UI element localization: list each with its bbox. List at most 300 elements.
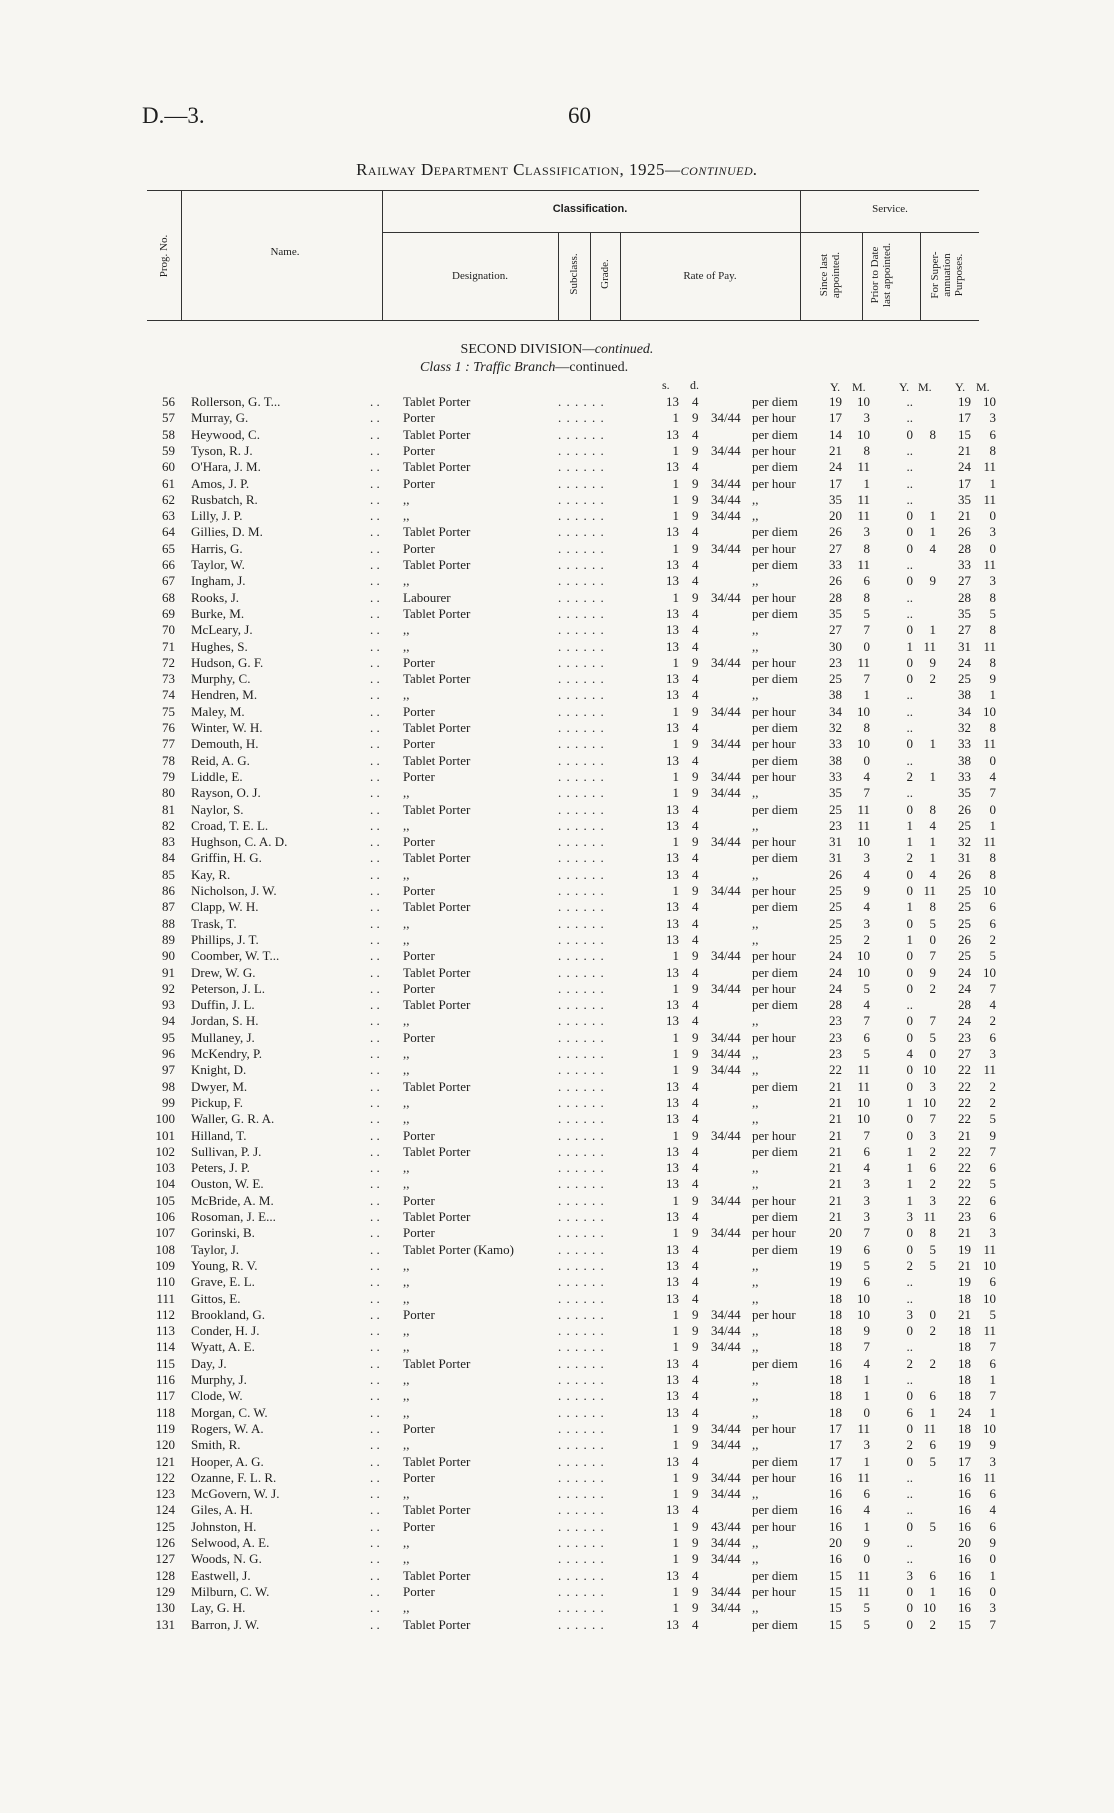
since-months: 3 xyxy=(863,410,870,426)
leader-dots: . . . . . . xyxy=(558,931,605,947)
leader-dots: . . xyxy=(370,638,380,654)
employee-name: Giles, A. H. xyxy=(191,1502,253,1518)
designation: ,, xyxy=(403,638,410,654)
leader-dots: . . xyxy=(370,1551,380,1567)
pay-pence: 4 xyxy=(692,1257,699,1273)
table-row xyxy=(0,655,1114,671)
pay-shillings: 13 xyxy=(666,524,679,540)
since-months: 7 xyxy=(863,671,870,687)
since-years: 35 xyxy=(829,605,842,621)
leader-dots: . . xyxy=(370,1567,380,1583)
designation: Tablet Porter xyxy=(403,1453,471,1469)
leader-dots: . . xyxy=(370,687,380,703)
pay-period: ,, xyxy=(752,508,759,524)
since-years: 38 xyxy=(829,687,842,703)
designation: Porter xyxy=(403,1420,435,1436)
employee-name: Conder, H. J. xyxy=(191,1323,260,1339)
designation: Porter xyxy=(403,1225,435,1241)
since-years: 14 xyxy=(829,426,842,442)
designation: ,, xyxy=(403,1339,410,1355)
pay-period: per hour xyxy=(752,768,796,784)
pay-pence: 9 xyxy=(692,1469,699,1485)
leader-dots: . . . . . . xyxy=(558,1257,605,1273)
pay-pence: 9 xyxy=(692,1192,699,1208)
prior-months: 4 xyxy=(929,817,936,833)
leader-dots: . . . . . . xyxy=(558,1518,605,1534)
table-row xyxy=(0,1551,1114,1567)
prior-years: .. xyxy=(906,785,913,801)
pay-pence: 4 xyxy=(692,1094,699,1110)
table-row xyxy=(0,850,1114,866)
pay-shillings: 13 xyxy=(666,1143,679,1159)
prog-number: 58 xyxy=(162,426,175,442)
since-months: 1 xyxy=(863,1388,870,1404)
pay-pence: 9 xyxy=(692,654,699,670)
leader-dots: . . xyxy=(370,1209,380,1224)
prior-months: 2 xyxy=(929,1616,936,1632)
pay-shillings: 13 xyxy=(666,638,679,654)
pay-pence: 9 xyxy=(692,1420,699,1436)
prior-months: 2 xyxy=(929,671,936,687)
prior-months: 1 xyxy=(929,622,936,638)
pay-period: per hour xyxy=(752,1583,796,1599)
employee-name: Gittos, E. xyxy=(191,1290,241,1306)
prior-years: .. xyxy=(906,589,913,605)
super-years: 19 xyxy=(958,1437,971,1453)
super-months: 3 xyxy=(989,573,996,589)
pay-period: per hour xyxy=(752,1469,796,1485)
since-years: 34 xyxy=(829,703,842,719)
super-months: 6 xyxy=(989,1355,996,1371)
pay-shillings: 13 xyxy=(666,850,679,866)
since-months: 1 xyxy=(863,1453,870,1469)
pay-period: ,, xyxy=(752,1062,759,1078)
super-months: 6 xyxy=(989,1160,996,1176)
prior-years: 0 xyxy=(906,980,913,996)
leader-dots: . . . . . . xyxy=(558,720,605,735)
leader-dots: . . . . . . xyxy=(558,1143,605,1159)
table-row xyxy=(0,1242,1114,1258)
prior-years: 0 xyxy=(906,1583,913,1599)
employee-name: Sullivan, P. J. xyxy=(191,1143,262,1159)
leader-dots: . . xyxy=(370,834,380,850)
leader-dots: . . xyxy=(370,1518,380,1534)
since-months: 11 xyxy=(857,1062,870,1078)
prior-years: .. xyxy=(906,1290,913,1306)
prog-number: 82 xyxy=(162,817,175,833)
prog-number: 68 xyxy=(162,589,175,605)
since-years: 21 xyxy=(829,1127,842,1143)
leader-dots: . . xyxy=(370,736,380,752)
pay-pence: 4 xyxy=(692,573,699,589)
leader-dots: . . xyxy=(370,931,380,947)
employee-name: Hughes, S. xyxy=(191,638,248,654)
pay-pence: 9 xyxy=(692,1583,699,1599)
since-months: 3 xyxy=(863,1437,870,1453)
super-years: 16 xyxy=(958,1502,971,1518)
since-years: 24 xyxy=(829,948,842,964)
prog-number: 78 xyxy=(162,752,175,768)
table-row xyxy=(0,1356,1114,1372)
prior-years: 0 xyxy=(906,1600,913,1616)
pay-fraction: 34/44 xyxy=(711,736,741,752)
super-years: 32 xyxy=(958,834,971,850)
since-months: 4 xyxy=(863,866,870,882)
prog-number: 75 xyxy=(162,703,175,719)
since-months: 4 xyxy=(863,768,870,784)
prog-number: 119 xyxy=(155,1420,175,1436)
super-months: 9 xyxy=(989,671,996,687)
since-months: 7 xyxy=(863,785,870,801)
pay-shillings: 1 xyxy=(672,980,679,996)
pay-pence: 9 xyxy=(692,589,699,605)
designation: Porter xyxy=(403,703,435,719)
pay-pence: 4 xyxy=(692,1274,699,1290)
prior-years: .. xyxy=(906,410,913,426)
rule-after-since xyxy=(862,232,863,320)
pay-fraction: 34/44 xyxy=(711,491,741,507)
leader-dots: . . xyxy=(370,671,380,687)
header-designation: Designation. xyxy=(452,270,508,282)
table-row xyxy=(0,1307,1114,1323)
leader-dots: . . xyxy=(370,654,380,670)
super-months: 0 xyxy=(989,1583,996,1599)
pay-shillings: 13 xyxy=(666,426,679,442)
pay-shillings: 1 xyxy=(672,1486,679,1502)
super-months: 10 xyxy=(983,964,996,980)
table-row xyxy=(0,704,1114,720)
pay-fraction: 34/44 xyxy=(711,1583,741,1599)
employee-name: Wyatt, A. E. xyxy=(191,1339,255,1355)
pay-shillings: 13 xyxy=(666,1013,679,1029)
prog-number: 128 xyxy=(155,1567,175,1583)
prog-number: 56 xyxy=(162,394,175,409)
prog-number: 105 xyxy=(155,1192,175,1208)
designation: ,, xyxy=(403,1013,410,1029)
super-months: 10 xyxy=(983,394,996,409)
pay-pence: 4 xyxy=(692,1078,699,1094)
pay-pence: 9 xyxy=(692,1029,699,1045)
rule-after-subclass xyxy=(590,232,591,320)
employee-name: Young, R. V. xyxy=(191,1257,258,1273)
prog-number: 72 xyxy=(162,654,175,670)
leader-dots: . . . . . . xyxy=(558,1290,605,1306)
pay-pence: 4 xyxy=(692,1388,699,1404)
since-months: 11 xyxy=(857,817,870,833)
since-months: 11 xyxy=(857,459,870,475)
designation: Tablet Porter xyxy=(403,394,471,409)
prior-years: 0 xyxy=(906,1388,913,1404)
pay-period: ,, xyxy=(752,1535,759,1550)
pay-pence: 4 xyxy=(692,720,699,735)
super-years: 33 xyxy=(958,736,971,752)
leader-dots: . . xyxy=(370,964,380,980)
prior-years: 0 xyxy=(906,1518,913,1534)
since-months: 11 xyxy=(857,1583,870,1599)
table-row xyxy=(0,965,1114,981)
prog-number: 125 xyxy=(155,1518,175,1534)
table-row xyxy=(0,883,1114,899)
employee-name: Duffin, J. L. xyxy=(191,997,255,1013)
prior-years: 0 xyxy=(906,573,913,589)
pay-shillings: 1 xyxy=(672,1551,679,1567)
leader-dots: . . xyxy=(370,1160,380,1176)
prog-number: 103 xyxy=(155,1160,175,1176)
since-months: 6 xyxy=(863,1029,870,1045)
super-years: 22 xyxy=(958,1192,971,1208)
pay-shillings: 1 xyxy=(672,1600,679,1616)
prior-years: 0 xyxy=(906,1616,913,1632)
designation: ,, xyxy=(403,1437,410,1453)
since-months: 11 xyxy=(857,1078,870,1094)
designation: ,, xyxy=(403,1111,410,1127)
since-months: 0 xyxy=(863,1404,870,1420)
employee-name: Ozanne, F. L. R. xyxy=(191,1469,277,1485)
leader-dots: . . . . . . xyxy=(558,899,605,915)
leader-dots: . . . . . . xyxy=(558,1192,605,1208)
super-months: 3 xyxy=(989,1600,996,1616)
prior-months: 1 xyxy=(929,508,936,524)
leader-dots: . . xyxy=(370,883,380,898)
since-years: 17 xyxy=(829,1420,842,1436)
leader-dots: . . xyxy=(370,1583,380,1599)
table-row xyxy=(0,1095,1114,1111)
super-months: 7 xyxy=(989,1339,996,1355)
designation: Tablet Porter xyxy=(403,1355,471,1371)
pay-period: per hour xyxy=(752,980,796,996)
leader-dots: . . . . . . xyxy=(558,1600,605,1616)
table-row xyxy=(0,1030,1114,1046)
pay-period: per diem xyxy=(752,997,798,1013)
leader-dots: . . . . . . xyxy=(558,1339,605,1355)
leader-dots: . . xyxy=(370,508,380,524)
pay-shillings: 1 xyxy=(672,508,679,524)
since-years: 33 xyxy=(829,768,842,784)
table-row xyxy=(0,1568,1114,1584)
pay-fraction: 34/44 xyxy=(711,1127,741,1143)
employee-name: Rusbatch, R. xyxy=(191,491,258,507)
pay-pence: 9 xyxy=(692,491,699,507)
pay-period: per diem xyxy=(752,394,798,409)
super-years: 16 xyxy=(958,1518,971,1534)
pay-pence: 4 xyxy=(692,997,699,1013)
designation: Tablet Porter xyxy=(403,752,471,768)
pay-fraction: 34/44 xyxy=(711,1469,741,1485)
super-months: 7 xyxy=(989,1143,996,1159)
pay-period: per diem xyxy=(752,1078,798,1094)
pay-fraction: 34/44 xyxy=(711,703,741,719)
employee-name: Lilly, J. P. xyxy=(191,508,243,524)
leader-dots: . . xyxy=(370,426,380,442)
pay-shillings: 13 xyxy=(666,1290,679,1306)
table-row xyxy=(0,981,1114,997)
unit-since-years: Y. xyxy=(830,380,841,394)
pay-period: ,, xyxy=(752,1339,759,1355)
leader-dots: . . . . . . xyxy=(558,1535,605,1550)
pay-shillings: 13 xyxy=(666,1176,679,1192)
prior-years: 1 xyxy=(906,931,913,947)
since-months: 11 xyxy=(857,1469,870,1485)
pay-pence: 9 xyxy=(692,1518,699,1534)
pay-shillings: 13 xyxy=(666,459,679,475)
super-years: 28 xyxy=(958,997,971,1013)
since-months: 8 xyxy=(863,540,870,556)
pay-pence: 4 xyxy=(692,915,699,931)
since-years: 18 xyxy=(829,1388,842,1404)
pay-pence: 4 xyxy=(692,1209,699,1224)
leader-dots: . . . . . . xyxy=(558,948,605,964)
designation: Tablet Porter xyxy=(403,997,471,1013)
prog-number: 67 xyxy=(162,573,175,589)
prior-months: 11 xyxy=(923,1209,936,1224)
pay-pence: 4 xyxy=(692,1567,699,1583)
since-years: 18 xyxy=(829,1404,842,1420)
prior-years: .. xyxy=(906,394,913,409)
since-months: 6 xyxy=(863,1486,870,1502)
super-years: 26 xyxy=(958,931,971,947)
super-years: 26 xyxy=(958,801,971,817)
designation: Tablet Porter xyxy=(403,899,471,915)
prior-months: 9 xyxy=(929,964,936,980)
employee-name: Rooks, J. xyxy=(191,589,240,605)
pay-period: ,, xyxy=(752,1600,759,1616)
table-row xyxy=(0,443,1114,459)
since-months: 10 xyxy=(857,1290,870,1306)
leader-dots: . . xyxy=(370,817,380,833)
since-years: 23 xyxy=(829,1013,842,1029)
super-years: 21 xyxy=(958,508,971,524)
super-years: 22 xyxy=(958,1094,971,1110)
since-years: 21 xyxy=(829,1078,842,1094)
prog-number: 70 xyxy=(162,622,175,638)
designation: ,, xyxy=(403,508,410,524)
prior-months: 5 xyxy=(929,915,936,931)
since-months: 4 xyxy=(863,1355,870,1371)
pay-shillings: 1 xyxy=(672,1469,679,1485)
super-months: 10 xyxy=(983,703,996,719)
super-years: 16 xyxy=(958,1600,971,1616)
pay-shillings: 1 xyxy=(672,785,679,801)
since-months: 5 xyxy=(863,980,870,996)
prior-years: 0 xyxy=(906,1029,913,1045)
since-months: 5 xyxy=(863,1046,870,1061)
leader-dots: . . . . . . xyxy=(558,768,605,784)
super-months: 11 xyxy=(983,1062,996,1078)
pay-pence: 4 xyxy=(692,1111,699,1127)
employee-name: Burke, M. xyxy=(191,605,245,621)
since-years: 33 xyxy=(829,736,842,752)
since-months: 3 xyxy=(863,1192,870,1208)
table-row xyxy=(0,867,1114,883)
since-years: 16 xyxy=(829,1518,842,1534)
leader-dots: . . . . . . xyxy=(558,1388,605,1404)
super-months: 0 xyxy=(989,1551,996,1567)
pay-shillings: 1 xyxy=(672,1339,679,1355)
pay-shillings: 13 xyxy=(666,605,679,621)
pay-pence: 9 xyxy=(692,1323,699,1339)
pay-fraction: 34/44 xyxy=(711,883,741,898)
pay-pence: 9 xyxy=(692,1486,699,1502)
since-years: 25 xyxy=(829,915,842,931)
since-months: 7 xyxy=(863,1127,870,1143)
prior-years: .. xyxy=(906,1469,913,1485)
since-years: 25 xyxy=(829,883,842,898)
pay-period: per diem xyxy=(752,720,798,735)
leader-dots: . . . . . . xyxy=(558,817,605,833)
leader-dots: . . xyxy=(370,394,380,409)
leader-dots: . . xyxy=(370,1241,380,1257)
super-months: 6 xyxy=(989,1486,996,1502)
prog-number: 74 xyxy=(162,687,175,703)
prior-years: .. xyxy=(906,459,913,475)
leader-dots: . . xyxy=(370,948,380,964)
super-years: 25 xyxy=(958,948,971,964)
since-years: 23 xyxy=(829,1046,842,1061)
table-row xyxy=(0,1013,1114,1029)
super-years: 35 xyxy=(958,785,971,801)
employee-name: Gorinski, B. xyxy=(191,1225,255,1241)
pay-shillings: 1 xyxy=(672,1583,679,1599)
super-years: 18 xyxy=(958,1290,971,1306)
super-months: 4 xyxy=(989,997,996,1013)
pay-shillings: 1 xyxy=(672,410,679,426)
super-months: 5 xyxy=(989,1306,996,1322)
pay-period: ,, xyxy=(752,1404,759,1420)
table-row xyxy=(0,410,1114,426)
designation: Tablet Porter xyxy=(403,557,471,572)
leader-dots: . . . . . . xyxy=(558,1404,605,1420)
pay-shillings: 1 xyxy=(672,1535,679,1550)
since-months: 5 xyxy=(863,1257,870,1273)
employee-name: Murray, G. xyxy=(191,410,249,426)
since-months: 3 xyxy=(863,1176,870,1192)
pay-period: per hour xyxy=(752,1306,796,1322)
pay-shillings: 13 xyxy=(666,1388,679,1404)
pay-pence: 4 xyxy=(692,1372,699,1387)
table-row xyxy=(0,1535,1114,1551)
prog-number: 63 xyxy=(162,508,175,524)
super-months: 5 xyxy=(989,605,996,621)
since-months: 10 xyxy=(857,394,870,409)
pay-period: per hour xyxy=(752,703,796,719)
designation: Porter xyxy=(403,1583,435,1599)
table-row xyxy=(0,1323,1114,1339)
prog-number: 102 xyxy=(155,1143,175,1159)
employee-name: Johnston, H. xyxy=(191,1518,257,1534)
employee-name: Eastwell, J. xyxy=(191,1567,251,1583)
table-row xyxy=(0,508,1114,524)
pay-shillings: 1 xyxy=(672,1306,679,1322)
since-years: 21 xyxy=(829,1160,842,1176)
pay-pence: 9 xyxy=(692,1535,699,1550)
leader-dots: . . . . . . xyxy=(558,1355,605,1371)
since-months: 11 xyxy=(857,654,870,670)
pay-pence: 9 xyxy=(692,768,699,784)
leader-dots: . . xyxy=(370,1437,380,1453)
designation: Tablet Porter xyxy=(403,459,471,475)
prog-number: 123 xyxy=(155,1486,175,1502)
designation: ,, xyxy=(403,1290,410,1306)
prior-years: 1 xyxy=(906,817,913,833)
rule-after-rate xyxy=(800,190,801,320)
pay-shillings: 13 xyxy=(666,573,679,589)
since-months: 11 xyxy=(857,508,870,524)
table-row xyxy=(0,802,1114,818)
leader-dots: . . xyxy=(370,866,380,882)
table-row xyxy=(0,427,1114,443)
prior-years: 1 xyxy=(906,834,913,850)
since-years: 19 xyxy=(829,1274,842,1290)
